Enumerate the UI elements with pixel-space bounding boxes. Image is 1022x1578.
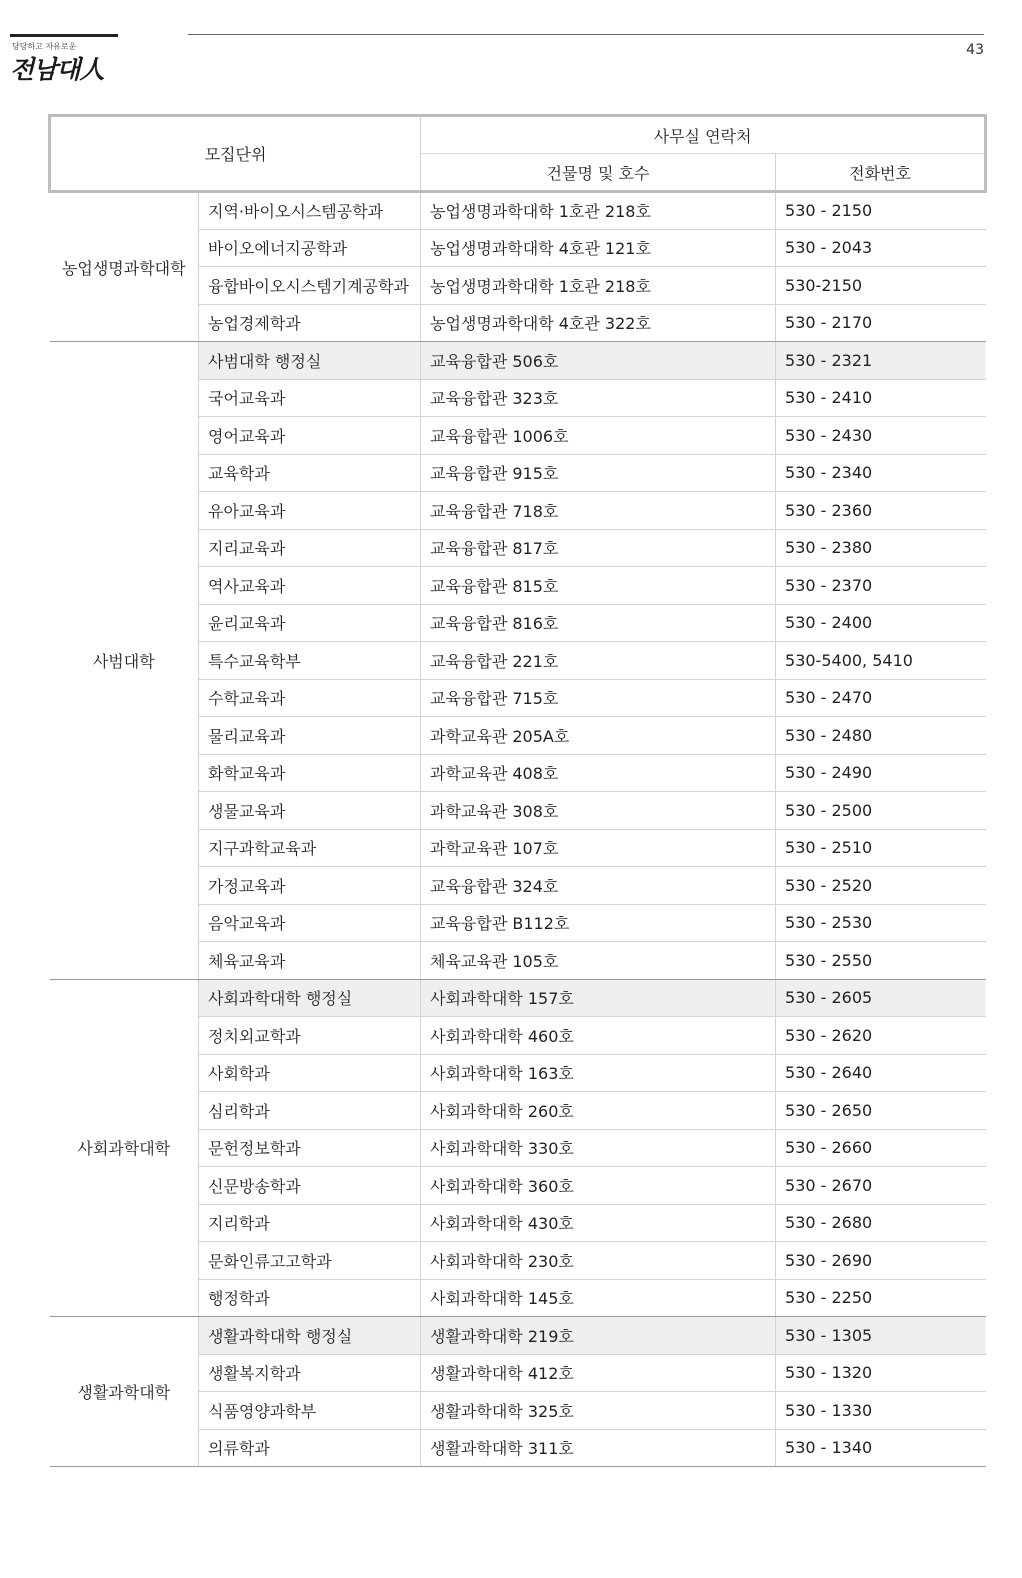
- phone-cell: 530 - 2340: [776, 454, 986, 492]
- office-row: [50, 342, 986, 380]
- phone-cell: 530 - 2530: [776, 904, 986, 942]
- department-cell: 수학교육과: [199, 679, 421, 717]
- building-cell: 농업생명과학대학 4호관 121호: [421, 229, 776, 267]
- building-cell: 생활과학대학 311호: [421, 1429, 776, 1467]
- university-logo: [10, 34, 120, 84]
- phone-cell: 530 - 1340: [776, 1429, 986, 1467]
- building-cell: 사회과학대학 460호: [421, 1017, 776, 1055]
- department-cell: 음악교육과: [199, 904, 421, 942]
- department-cell: 유아교육과: [199, 492, 421, 530]
- phone-cell: 530 - 2410: [776, 379, 986, 417]
- building-cell: 생활과학대학 325호: [421, 1392, 776, 1430]
- phone-cell: 530 - 2470: [776, 679, 986, 717]
- department-cell: 문헌정보학과: [199, 1129, 421, 1167]
- phone-cell: 530 - 2500: [776, 792, 986, 830]
- phone-cell: 530 - 2670: [776, 1167, 986, 1205]
- logo-brand: 전남대人: [10, 55, 104, 84]
- phone-cell: 530 - 2550: [776, 942, 986, 980]
- phone-cell: 530 - 2640: [776, 1054, 986, 1092]
- building-cell: 과학교육관 107호: [421, 829, 776, 867]
- phone-cell: 530 - 2660: [776, 1129, 986, 1167]
- table-body: [50, 192, 986, 1467]
- college-cell: 농업생명과학대학: [50, 192, 199, 342]
- department-cell: 정치외교학과: [199, 1017, 421, 1055]
- phone-cell: 530 - 2400: [776, 604, 986, 642]
- logo-tagline: 당당하고 자유로운: [12, 42, 77, 51]
- building-cell: 교육융합관 815호: [421, 567, 776, 605]
- building-cell: 사회과학대학 430호: [421, 1204, 776, 1242]
- department-cell: 교육학과: [199, 454, 421, 492]
- phone-cell: 530 - 2360: [776, 492, 986, 530]
- phone-cell: 530 - 2170: [776, 304, 986, 342]
- phone-cell: 530 - 1320: [776, 1354, 986, 1392]
- department-cell: 체육교육과: [199, 942, 421, 980]
- building-cell: 교육융합관 323호: [421, 379, 776, 417]
- department-cell: 영어교육과: [199, 417, 421, 455]
- department-cell: 지역·바이오시스템공학과: [199, 192, 421, 230]
- building-cell: 농업생명과학대학 4호관 322호: [421, 304, 776, 342]
- building-cell: 교육융합관 718호: [421, 492, 776, 530]
- building-cell: 교육융합관 324호: [421, 867, 776, 905]
- phone-cell: 530 - 2650: [776, 1092, 986, 1130]
- phone-cell: 530 - 2321: [776, 342, 986, 380]
- department-cell: 화학교육과: [199, 754, 421, 792]
- building-cell: 생활과학대학 219호: [421, 1317, 776, 1355]
- header-building: 건물명 및 호수: [421, 154, 776, 192]
- building-cell: 교육융합관 506호: [421, 342, 776, 380]
- phone-cell: 530 - 2370: [776, 567, 986, 605]
- department-cell: 사회과학대학 행정실: [199, 979, 421, 1017]
- department-cell: 생물교육과: [199, 792, 421, 830]
- phone-cell: 530 - 2430: [776, 417, 986, 455]
- department-cell: 지리학과: [199, 1204, 421, 1242]
- department-cell: 윤리교육과: [199, 604, 421, 642]
- phone-cell: 530-5400, 5410: [776, 642, 986, 680]
- department-cell: 바이오에너지공학과: [199, 229, 421, 267]
- header-phone: 전화번호: [776, 154, 986, 192]
- phone-cell: 530 - 2510: [776, 829, 986, 867]
- phone-cell: 530 - 2620: [776, 1017, 986, 1055]
- building-cell: 사회과학대학 230호: [421, 1242, 776, 1280]
- building-cell: 사회과학대학 163호: [421, 1054, 776, 1092]
- phone-cell: 530 - 2043: [776, 229, 986, 267]
- office-row: [50, 1317, 986, 1355]
- college-cell: 생활과학대학: [50, 1317, 199, 1467]
- phone-cell: 530 - 2690: [776, 1242, 986, 1280]
- phone-cell: 530 - 1330: [776, 1392, 986, 1430]
- college-cell: 사범대학: [50, 342, 199, 980]
- building-cell: 사회과학대학 260호: [421, 1092, 776, 1130]
- building-cell: 교육융합관 1006호: [421, 417, 776, 455]
- page-number: 43: [966, 42, 984, 58]
- department-cell: 식품영양과학부: [199, 1392, 421, 1430]
- phone-cell: 530 - 2150: [776, 192, 986, 230]
- department-cell: 의류학과: [199, 1429, 421, 1467]
- department-cell: 농업경제학과: [199, 304, 421, 342]
- logo-bar: [10, 34, 118, 37]
- phone-cell: 530 - 2680: [776, 1204, 986, 1242]
- building-cell: 교육융합관 221호: [421, 642, 776, 680]
- building-cell: 교육융합관 915호: [421, 454, 776, 492]
- department-cell: 가정교육과: [199, 867, 421, 905]
- building-cell: 과학교육관 308호: [421, 792, 776, 830]
- building-cell: 사회과학대학 145호: [421, 1279, 776, 1317]
- header-unit: 모집단위: [50, 116, 421, 192]
- building-cell: 생활과학대학 412호: [421, 1354, 776, 1392]
- department-cell: 국어교육과: [199, 379, 421, 417]
- table-row: [50, 192, 986, 230]
- header-divider: [188, 34, 984, 35]
- office-row: [50, 979, 986, 1017]
- college-cell: 사회과학대학: [50, 979, 199, 1317]
- department-cell: 행정학과: [199, 1279, 421, 1317]
- building-cell: 교육융합관 816호: [421, 604, 776, 642]
- building-cell: 과학교육관 408호: [421, 754, 776, 792]
- phone-cell: 530 - 2520: [776, 867, 986, 905]
- phone-cell: 530 - 1305: [776, 1317, 986, 1355]
- building-cell: 사회과학대학 360호: [421, 1167, 776, 1205]
- phone-cell: 530 - 2250: [776, 1279, 986, 1317]
- department-cell: 융합바이오시스템기계공학과: [199, 267, 421, 305]
- building-cell: 교육융합관 715호: [421, 679, 776, 717]
- department-cell: 역사교육과: [199, 567, 421, 605]
- department-cell: 문화인류고고학과: [199, 1242, 421, 1280]
- department-cell: 생활과학대학 행정실: [199, 1317, 421, 1355]
- building-cell: 교육융합관 817호: [421, 529, 776, 567]
- building-cell: 교육융합관 B112호: [421, 904, 776, 942]
- department-cell: 물리교육과: [199, 717, 421, 755]
- department-cell: 생활복지학과: [199, 1354, 421, 1392]
- phone-cell: 530-2150: [776, 267, 986, 305]
- building-cell: 체육교육관 105호: [421, 942, 776, 980]
- building-cell: 사회과학대학 330호: [421, 1129, 776, 1167]
- phone-cell: 530 - 2490: [776, 754, 986, 792]
- department-cell: 신문방송학과: [199, 1167, 421, 1205]
- building-cell: 농업생명과학대학 1호관 218호: [421, 192, 776, 230]
- department-cell: 사범대학 행정실: [199, 342, 421, 380]
- department-cell: 사회학과: [199, 1054, 421, 1092]
- phone-cell: 530 - 2480: [776, 717, 986, 755]
- phone-cell: 530 - 2380: [776, 529, 986, 567]
- phone-cell: 530 - 2605: [776, 979, 986, 1017]
- department-cell: 지리교육과: [199, 529, 421, 567]
- department-cell: 특수교육학부: [199, 642, 421, 680]
- department-cell: 심리학과: [199, 1092, 421, 1130]
- building-cell: 과학교육관 205A호: [421, 717, 776, 755]
- header-contact: 사무실 연락처: [421, 116, 986, 154]
- contact-table: [48, 114, 987, 1467]
- department-cell: 지구과학교육과: [199, 829, 421, 867]
- building-cell: 농업생명과학대학 1호관 218호: [421, 267, 776, 305]
- building-cell: 사회과학대학 157호: [421, 979, 776, 1017]
